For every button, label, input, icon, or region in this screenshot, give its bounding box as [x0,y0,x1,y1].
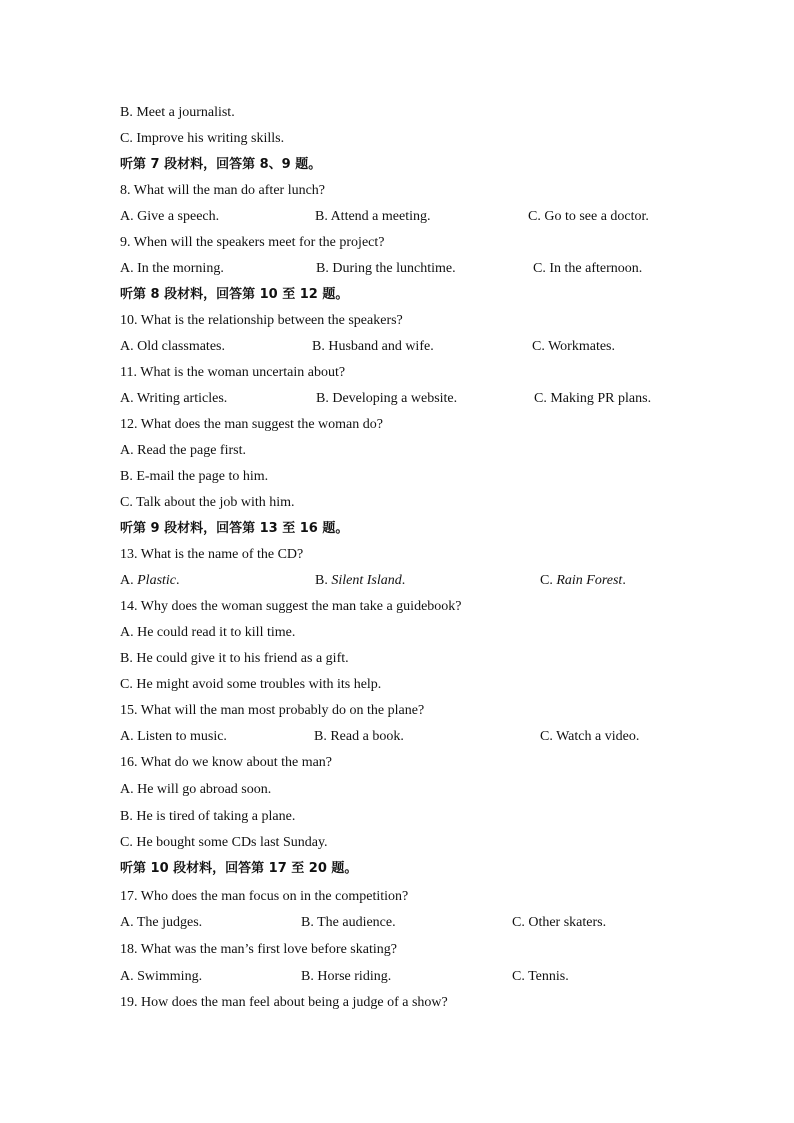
q13-option-a [120,572,180,590]
section-heading: 听第 8 段材料，回答第 10 至 12 题。 [120,287,349,302]
q8-option-c: C. Go to see a doctor. [528,209,649,224]
option-line: A. Read the page first. [120,443,246,458]
option-line: B. Meet a journalist. [120,105,235,120]
cd-title: Rain Forest [556,573,623,588]
option-letter: B. [315,573,332,588]
q8-option-b: B. Attend a meeting. [315,209,431,224]
question-14: 14. Why does the woman suggest the man take a guidebook? [120,599,462,614]
question-18: 18. What was the man’s first love before skating? [120,942,397,957]
punctuation: . [622,573,626,588]
q11-option-b: B. Developing a website. [316,391,458,406]
q18-option-c: C. Tennis. [512,969,569,984]
q17-option-a: A. The judges. [120,915,203,930]
q9-option-c: C. In the afternoon. [533,261,643,276]
question-9: 9. When will the speakers meet for the project? [120,235,385,250]
question-10: 10. What is the relationship between the speakers? [120,313,403,328]
question-16: 16. What do we know about the man? [120,755,333,770]
q11-option-c: C. Making PR plans. [534,391,652,406]
option-line: C. He might avoid some troubles with its help. [120,677,382,692]
q9-option-b: B. During the lunchtime. [316,261,456,276]
q8-option-a: A. Give a speech. [120,209,220,224]
q15-option-b: B. Read a book. [314,729,404,744]
question-19: 19. How does the man feel about being a judge of a show? [120,995,448,1010]
section-heading: 听第 10 段材料，回答第 17 至 20 题。 [120,861,358,876]
cd-title: Plastic [137,573,177,588]
question-17: 17. Who does the man focus on in the competition? [120,889,409,904]
option-line: C. He bought some CDs last Sunday. [120,835,328,850]
q11-option-a: A. Writing articles. [120,391,228,406]
question-15: 15. What will the man most probably do on the plane? [120,703,425,718]
q9-option-a: A. In the morning. [120,261,224,276]
section-heading: 听第 9 段材料，回答第 13 至 16 题。 [120,521,349,536]
q13-option-c [540,572,626,590]
option-line: B. He could give it to his friend as a gift. [120,651,349,666]
question-8: 8. What will the man do after lunch? [120,183,326,198]
option-line: C. Talk about the job with him. [120,495,295,510]
punctuation: . [176,573,180,588]
q17-option-b: B. The audience. [301,915,396,930]
option-line: B. He is tired of taking a plane. [120,809,296,824]
section-heading: 听第 7 段材料，回答第 8、9 题。 [120,157,322,172]
question-11: 11. What is the woman uncertain about? [120,365,346,380]
q15-option-a: A. Listen to music. [120,729,227,744]
q18-option-a: A. Swimming. [120,969,203,984]
punctuation: . [401,573,406,588]
option-line: A. He could read it to kill time. [120,625,296,640]
option-letter: A. [120,573,138,588]
option-line: C. Improve his writing skills. [120,131,285,146]
option-line: B. E-mail the page to him. [120,469,269,484]
q10-option-b: B. Husband and wife. [312,339,434,354]
q13-option-b [315,572,405,590]
q10-option-a: A. Old classmates. [120,339,225,354]
option-letter: C. [540,573,557,588]
q18-option-b: B. Horse riding. [301,969,392,984]
q15-option-c: C. Watch a video. [540,729,640,744]
q17-option-c: C. Other skaters. [512,915,607,930]
question-13: 13. What is the name of the CD? [120,547,304,562]
question-12: 12. What does the man suggest the woman do? [120,417,383,432]
q10-option-c: C. Workmates. [532,339,615,354]
option-line: A. He will go abroad soon. [120,782,272,797]
cd-title: Silent Island [331,573,402,588]
